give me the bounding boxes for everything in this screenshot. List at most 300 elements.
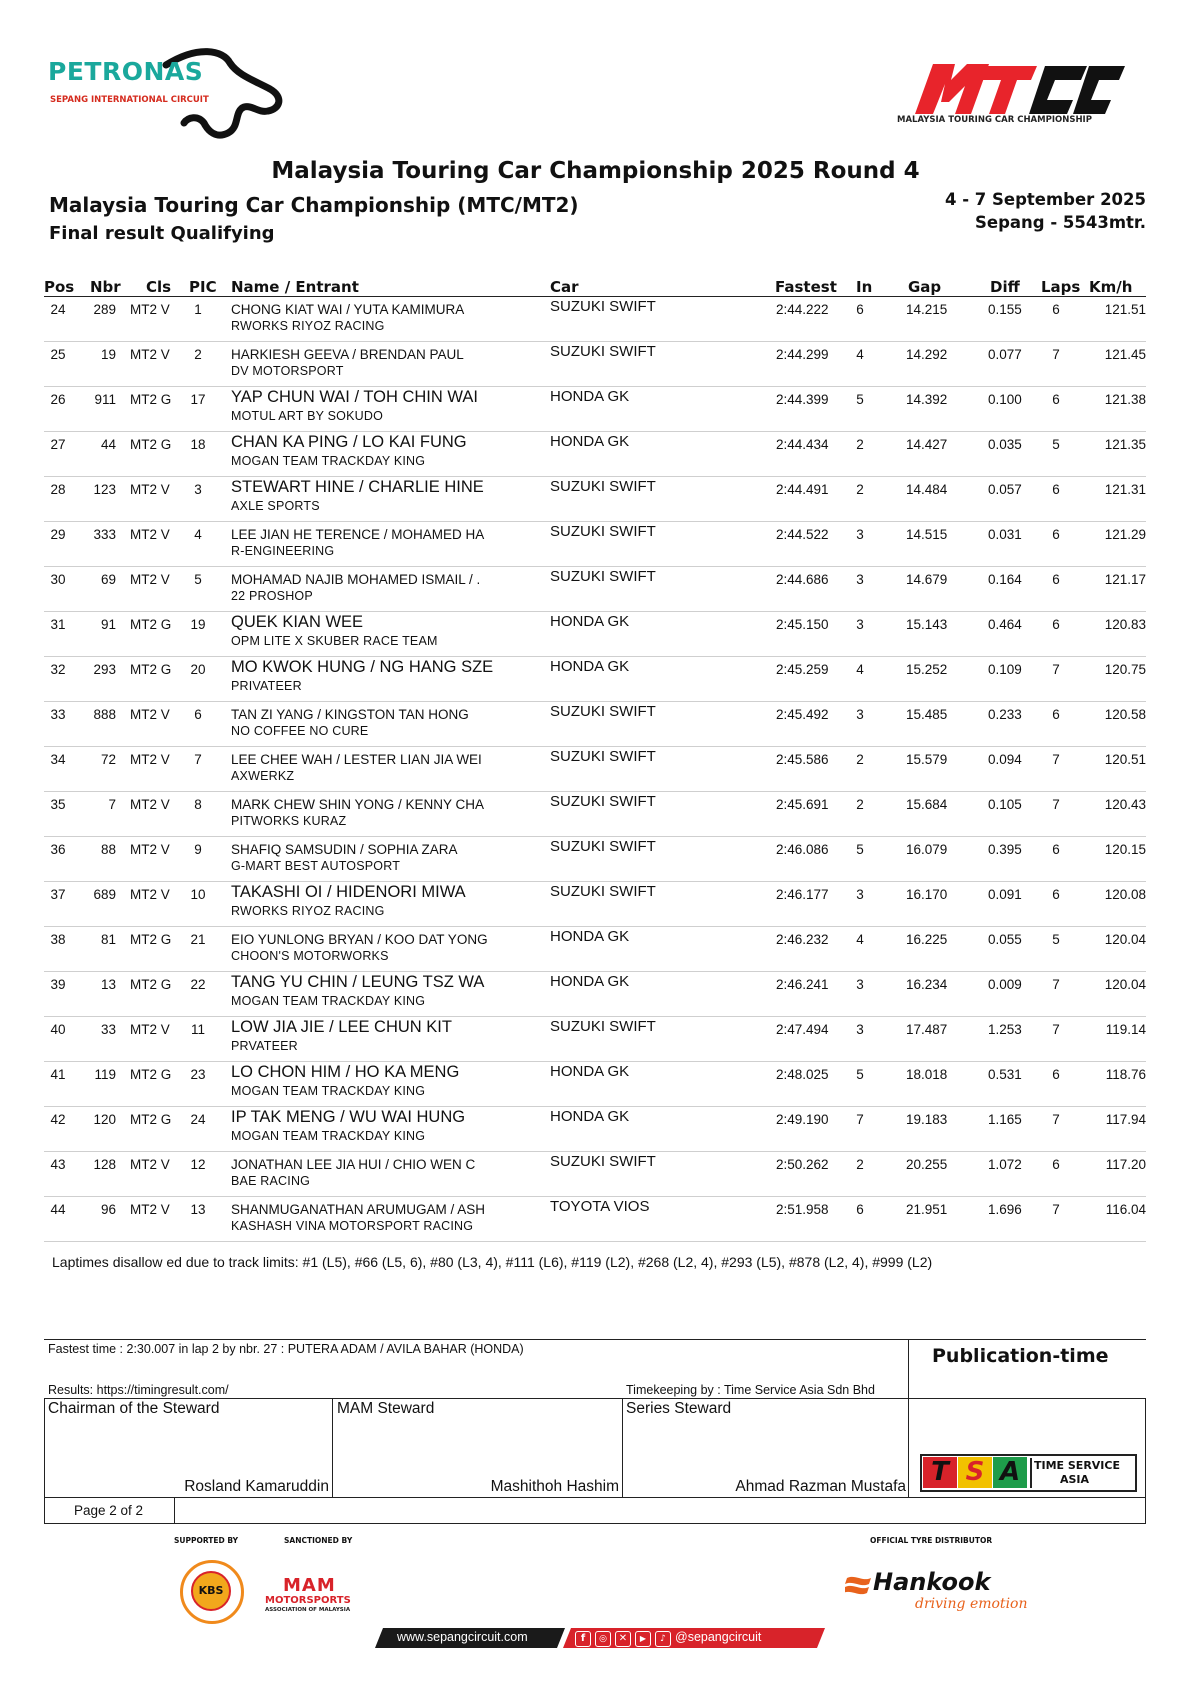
fastest-cell: 2:44.491 — [776, 482, 829, 497]
fastest-cell: 2:46.241 — [776, 977, 829, 992]
nbr-cell: 123 — [93, 482, 116, 497]
nbr-cell: 69 — [100, 572, 116, 587]
col-car: Car — [550, 278, 579, 296]
session-title: Final result Qualifying — [49, 223, 275, 244]
steward-box-left — [44, 1398, 45, 1524]
fastest-cell: 2:44.299 — [776, 347, 829, 362]
gap-cell: 14.392 — [906, 392, 948, 407]
cls-cell: MT2 G — [130, 617, 172, 632]
in-cell: 5 — [856, 842, 864, 857]
in-cell: 7 — [856, 1112, 864, 1127]
table-row — [44, 927, 1146, 972]
car-cell: SUZUKI SWIFT — [550, 343, 656, 360]
table-row — [44, 522, 1146, 567]
kmh-cell: 118.76 — [1105, 1067, 1146, 1082]
mtcc-mark-icon — [905, 58, 1125, 118]
team-cell: CHOON'S MOTORWORKS — [231, 949, 389, 963]
kmh-cell: 120.04 — [1104, 932, 1146, 947]
kbs-emblem: KBS — [191, 1571, 231, 1611]
col-pos: Pos — [44, 278, 75, 296]
timekeeping-note: Timekeeping by : Time Service Asia Sdn Bhd — [626, 1383, 875, 1397]
kmh-cell: 121.45 — [1104, 347, 1146, 362]
diff-cell: 0.155 — [988, 302, 1022, 317]
pos-cell: 27 — [50, 437, 66, 452]
team-cell: MOTUL ART BY SOKUDO — [231, 409, 383, 423]
drivers-cell: MARK CHEW SHIN YONG / KENNY CHA — [231, 797, 485, 812]
drivers-cell: STEWART HINE / CHARLIE HINE — [231, 478, 484, 496]
facebook-icon[interactable]: f — [575, 1631, 591, 1647]
drivers-cell: TANG YU CHIN / LEUNG TSZ WA — [231, 973, 485, 991]
diff-cell: 0.055 — [988, 932, 1022, 947]
car-cell: HONDA GK — [550, 658, 630, 675]
drivers-cell: JONATHAN LEE JIA HUI / CHIO WEN C — [231, 1157, 476, 1172]
kmh-cell: 117.94 — [1105, 1112, 1146, 1127]
cls-cell: MT2 G — [130, 662, 172, 677]
social-icons — [575, 1631, 671, 1647]
kmh-cell: 121.29 — [1104, 527, 1146, 542]
kmh-cell: 121.31 — [1104, 482, 1146, 497]
kmh-cell: 121.38 — [1104, 392, 1146, 407]
kmh-cell: 121.51 — [1104, 302, 1146, 317]
diff-cell: 0.531 — [988, 1067, 1022, 1082]
pos-cell: 44 — [50, 1202, 66, 1217]
nbr-cell: 333 — [93, 527, 116, 542]
team-cell: MOGAN TEAM TRACKDAY KING — [231, 1129, 426, 1143]
laps-cell: 5 — [1052, 437, 1060, 452]
pic-cell: 1 — [194, 302, 202, 317]
car-cell: SUZUKI SWIFT — [550, 478, 656, 495]
youtube-icon[interactable]: ▶ — [635, 1631, 651, 1647]
tsa-text-2: ASIA — [1060, 1473, 1090, 1486]
col-pic: PIC — [189, 278, 217, 296]
mtcc-logo — [897, 58, 1125, 138]
gap-cell: 15.579 — [906, 752, 948, 767]
laps-cell: 6 — [1052, 1157, 1060, 1172]
drivers-cell: QUEK KIAN WEE — [231, 613, 364, 631]
team-cell: AXWERKZ — [231, 769, 295, 783]
drivers-cell: LOW JIA JIE / LEE CHUN KIT — [231, 1018, 452, 1036]
series-title: Malaysia Touring Car Championship (MTC/MT2) — [49, 193, 579, 217]
fastest-cell: 2:44.686 — [776, 572, 829, 587]
gap-cell: 20.255 — [906, 1157, 948, 1172]
laps-cell: 7 — [1052, 977, 1060, 992]
pos-cell: 40 — [50, 1022, 66, 1037]
fastest-cell: 2:45.586 — [776, 752, 829, 767]
laps-cell: 6 — [1052, 1067, 1060, 1082]
cls-cell: MT2 V — [130, 302, 170, 317]
pub-divider — [908, 1339, 909, 1399]
fastest-cell: 2:46.177 — [776, 887, 829, 902]
pos-cell: 39 — [50, 977, 66, 992]
diff-cell: 0.395 — [988, 842, 1022, 857]
nbr-cell: 911 — [94, 392, 116, 407]
pic-cell: 21 — [190, 932, 206, 947]
mam-sub2: ASSOCIATION OF MALAYSIA — [265, 1607, 351, 1613]
car-cell: HONDA GK — [550, 613, 630, 630]
gap-cell: 14.484 — [906, 482, 948, 497]
petronas-wordmark: PETRONAS — [48, 57, 204, 86]
tsa-letter-s: S — [958, 1457, 992, 1488]
col-cls: Cls — [146, 278, 172, 296]
pos-cell: 38 — [50, 932, 66, 947]
pic-cell: 3 — [194, 482, 202, 497]
gap-cell: 14.515 — [906, 527, 948, 542]
drivers-cell: IP TAK MENG / WU WAI HUNG — [231, 1108, 466, 1126]
pos-cell: 24 — [50, 302, 66, 317]
fastest-time-note: Fastest time : 2:30.007 in lap 2 by nbr. 27 : PUTERA ADAM / AVILA BAHAR (HONDA) — [48, 1342, 524, 1356]
nbr-cell: 44 — [100, 437, 116, 452]
drivers-cell: LEE CHEE WAH / LESTER LIAN JIA WEI — [231, 752, 482, 767]
car-cell: SUZUKI SWIFT — [550, 568, 656, 585]
table-row — [44, 432, 1146, 477]
col-nbr: Nbr — [90, 278, 121, 296]
team-cell: MOGAN TEAM TRACKDAY KING — [231, 994, 426, 1008]
table-row — [44, 387, 1146, 432]
pos-cell: 37 — [50, 887, 66, 902]
kmh-cell: 119.14 — [1105, 1022, 1146, 1037]
tyre-distributor-label: OFFICIAL TYRE DISTRIBUTOR — [870, 1536, 993, 1545]
col-in: In — [856, 278, 873, 296]
diff-cell: 0.094 — [988, 752, 1022, 767]
steward-box-bottom — [44, 1523, 1146, 1524]
cls-cell: MT2 V — [130, 482, 170, 497]
diff-cell: 0.057 — [988, 482, 1022, 497]
pic-cell: 19 — [190, 617, 206, 632]
in-cell: 2 — [856, 482, 864, 497]
tsa-letter-t: T — [923, 1457, 957, 1488]
nbr-cell: 7 — [108, 797, 116, 812]
car-cell: SUZUKI SWIFT — [550, 1153, 656, 1170]
diff-cell: 0.100 — [988, 392, 1022, 407]
table-row — [44, 747, 1146, 792]
mam-steward-name: Mashithoh Hashim — [490, 1478, 619, 1495]
in-cell: 3 — [856, 887, 864, 902]
mtcc-caption: MALAYSIA TOURING CAR CHAMPIONSHIP — [897, 115, 1092, 125]
cls-cell: MT2 V — [130, 842, 170, 857]
col-fastest: Fastest — [775, 278, 837, 296]
cls-cell: MT2 G — [130, 1112, 172, 1127]
supported-by-label: SUPPORTED BY — [174, 1536, 239, 1545]
table-row — [44, 657, 1146, 702]
pic-cell: 17 — [190, 392, 206, 407]
fastest-cell: 2:45.150 — [776, 617, 829, 632]
car-cell: SUZUKI SWIFT — [550, 523, 656, 540]
nbr-cell: 689 — [93, 887, 116, 902]
hankook-flag-icon — [845, 1572, 873, 1598]
table-row — [44, 1017, 1146, 1062]
diff-cell: 1.072 — [988, 1157, 1022, 1172]
col-laps: Laps — [1041, 278, 1081, 296]
in-cell: 4 — [856, 347, 864, 362]
x-icon[interactable]: ✕ — [615, 1631, 631, 1647]
pos-cell: 35 — [50, 797, 66, 812]
event-dates: 4 - 7 September 2025 — [944, 190, 1146, 209]
car-cell: SUZUKI SWIFT — [550, 883, 656, 900]
car-cell: HONDA GK — [550, 433, 630, 450]
table-row — [44, 297, 1146, 342]
in-cell: 3 — [856, 617, 864, 632]
diff-cell: 0.109 — [988, 662, 1022, 677]
drivers-cell: HARKIESH GEEVA / BRENDAN PAUL — [231, 347, 464, 362]
fastest-cell: 2:45.691 — [776, 797, 829, 812]
fastest-cell: 2:44.434 — [776, 437, 829, 452]
cls-cell: MT2 G — [130, 437, 172, 452]
drivers-cell: MOHAMAD NAJIB MOHAMED ISMAIL / . — [231, 572, 481, 587]
in-cell: 3 — [856, 977, 864, 992]
laps-cell: 6 — [1052, 617, 1060, 632]
team-cell: PRIVATEER — [231, 679, 302, 693]
cls-cell: MT2 V — [130, 1202, 170, 1217]
table-row — [44, 1107, 1146, 1152]
in-cell: 2 — [856, 1157, 864, 1172]
fastest-cell: 2:48.025 — [776, 1067, 829, 1082]
pic-cell: 10 — [190, 887, 206, 902]
col-kmh: Km/h — [1089, 278, 1133, 296]
mam-steward-label: MAM Steward — [337, 1400, 435, 1417]
kmh-cell: 120.43 — [1104, 797, 1146, 812]
col-diff: Diff — [990, 278, 1020, 296]
event-venue: Sepang - 5543mtr. — [975, 213, 1146, 232]
series-steward-name: Ahmad Razman Mustafa — [735, 1478, 906, 1495]
table-row — [44, 702, 1146, 747]
in-cell: 4 — [856, 662, 864, 677]
fastest-cell: 2:45.259 — [776, 662, 829, 677]
website-link[interactable]: www.sepangcircuit.com — [397, 1630, 528, 1644]
table-header — [44, 278, 1146, 297]
cls-cell: MT2 V — [130, 707, 170, 722]
page-number: Page 2 of 2 — [74, 1503, 144, 1518]
pos-cell: 26 — [50, 392, 66, 407]
team-cell: BAE RACING — [231, 1174, 311, 1188]
in-cell: 3 — [856, 572, 864, 587]
laps-cell: 6 — [1052, 887, 1060, 902]
diff-cell: 1.253 — [988, 1022, 1022, 1037]
diff-cell: 0.035 — [988, 437, 1022, 452]
results-table — [44, 278, 1146, 1242]
gap-cell: 17.487 — [906, 1022, 948, 1037]
table-row — [44, 342, 1146, 387]
in-cell: 6 — [856, 302, 864, 317]
laps-cell: 7 — [1052, 662, 1060, 677]
pic-cell: 12 — [190, 1157, 206, 1172]
publication-time-label: Publication-time — [932, 1345, 1109, 1367]
pos-cell: 29 — [50, 527, 66, 542]
footer-top-rule — [44, 1339, 1146, 1340]
fastest-cell: 2:50.262 — [776, 1157, 829, 1172]
diff-cell: 0.164 — [988, 572, 1022, 587]
kmh-cell: 120.58 — [1104, 707, 1146, 722]
track-limits-note: Laptimes disallow ed due to track limits: #1 (L5), #66 (L5, 6), #80 (L3, 4), #111 (L6), #119 (L2), #268 (L2, 4), #293 (L5), #878 (L2, 4), #999 (L2) — [52, 1254, 933, 1270]
cls-cell: MT2 V — [130, 1157, 170, 1172]
laps-cell: 6 — [1052, 707, 1060, 722]
nbr-cell: 289 — [93, 302, 116, 317]
laps-cell: 7 — [1052, 752, 1060, 767]
gap-cell: 21.951 — [906, 1202, 948, 1217]
mam-sub: MOTORSPORTS — [265, 1595, 351, 1606]
gap-cell: 14.679 — [906, 572, 948, 587]
nbr-cell: 19 — [100, 347, 116, 362]
gap-cell: 16.170 — [906, 887, 948, 902]
pos-cell: 30 — [50, 572, 66, 587]
drivers-cell: SHAFIQ SAMSUDIN / SOPHIA ZARA — [231, 842, 458, 857]
laps-cell: 7 — [1052, 1202, 1060, 1217]
fastest-cell: 2:45.492 — [776, 707, 829, 722]
laps-cell: 5 — [1052, 932, 1060, 947]
fastest-cell: 2:46.232 — [776, 932, 829, 947]
nbr-cell: 293 — [93, 662, 116, 677]
cls-cell: MT2 G — [130, 932, 172, 947]
nbr-cell: 888 — [93, 707, 116, 722]
nbr-cell: 33 — [100, 1022, 116, 1037]
gap-cell: 19.183 — [906, 1112, 948, 1127]
gap-cell: 15.252 — [906, 662, 948, 677]
drivers-cell: MO KWOK HUNG / NG HANG SZE — [231, 658, 494, 676]
team-cell: OPM LITE X SKUBER RACE TEAM — [231, 634, 438, 648]
car-cell: SUZUKI SWIFT — [550, 703, 656, 720]
sepang-circuit-caption: SEPANG INTERNATIONAL CIRCUIT — [50, 95, 209, 105]
table-row — [44, 612, 1146, 657]
cls-cell: MT2 G — [130, 1067, 172, 1082]
drivers-cell: LO CHON HIM / HO KA MENG — [231, 1063, 460, 1081]
series-steward-label: Series Steward — [626, 1400, 732, 1417]
team-cell: DV MOTORSPORT — [231, 364, 344, 378]
team-cell: 22 PROSHOP — [231, 589, 313, 603]
pos-cell: 41 — [50, 1067, 66, 1082]
fastest-cell: 2:51.958 — [776, 1202, 829, 1217]
fastest-cell: 2:44.399 — [776, 392, 829, 407]
social-handle[interactable]: @sepangcircuit — [675, 1630, 762, 1644]
team-cell: PITWORKS KURAZ — [231, 814, 347, 828]
kmh-cell: 117.20 — [1105, 1157, 1146, 1172]
gap-cell: 16.225 — [906, 932, 948, 947]
col-gap: Gap — [908, 278, 942, 296]
table-row — [44, 837, 1146, 882]
chairman-steward-label: Chairman of the Steward — [48, 1400, 220, 1417]
pos-cell: 42 — [50, 1112, 66, 1127]
in-cell: 3 — [856, 1022, 864, 1037]
kmh-cell: 116.04 — [1105, 1202, 1146, 1217]
page-divider — [174, 1497, 175, 1524]
fastest-cell: 2:44.222 — [776, 302, 829, 317]
diff-cell: 0.077 — [988, 347, 1022, 362]
laps-cell: 7 — [1052, 347, 1060, 362]
in-cell: 2 — [856, 797, 864, 812]
car-cell: SUZUKI SWIFT — [550, 838, 656, 855]
in-cell: 3 — [856, 527, 864, 542]
pos-cell: 25 — [50, 347, 66, 362]
car-cell: HONDA GK — [550, 928, 630, 945]
pos-cell: 28 — [50, 482, 66, 497]
table-row — [44, 972, 1146, 1017]
cls-cell: MT2 G — [130, 977, 172, 992]
petronas-sepang-logo — [48, 45, 298, 155]
nbr-cell: 88 — [100, 842, 116, 857]
drivers-cell: TAKASHI OI / HIDENORI MIWA — [231, 883, 466, 901]
pos-cell: 34 — [50, 752, 66, 767]
team-cell: G-MART BEST AUTOSPORT — [231, 859, 401, 873]
laps-cell: 6 — [1052, 527, 1060, 542]
car-cell: HONDA GK — [550, 1108, 630, 1125]
nbr-cell: 91 — [100, 617, 116, 632]
in-cell: 2 — [856, 752, 864, 767]
gap-cell: 16.234 — [906, 977, 948, 992]
steward-box-right — [1145, 1398, 1146, 1524]
drivers-cell: LEE JIAN HE TERENCE / MOHAMED HA — [231, 527, 485, 542]
fastest-cell: 2:47.494 — [776, 1022, 829, 1037]
pic-cell: 9 — [194, 842, 202, 857]
nbr-cell: 119 — [94, 1067, 116, 1082]
tiktok-icon[interactable]: ♪ — [655, 1631, 671, 1647]
kbs-logo — [180, 1560, 244, 1624]
kmh-cell: 120.83 — [1104, 617, 1146, 632]
pic-cell: 7 — [194, 752, 202, 767]
drivers-cell: EIO YUNLONG BRYAN / KOO DAT YONG — [231, 932, 488, 947]
car-cell: HONDA GK — [550, 973, 630, 990]
team-cell: RWORKS RIYOZ RACING — [231, 904, 385, 918]
car-cell: TOYOTA VIOS — [550, 1198, 650, 1215]
cls-cell: MT2 G — [130, 392, 172, 407]
pos-cell: 36 — [50, 842, 66, 857]
gap-cell: 16.079 — [906, 842, 948, 857]
cls-cell: MT2 V — [130, 752, 170, 767]
kmh-cell: 120.08 — [1104, 887, 1146, 902]
instagram-icon[interactable]: ◎ — [595, 1631, 611, 1647]
car-cell: HONDA GK — [550, 1063, 630, 1080]
table-row — [44, 882, 1146, 927]
table-row — [44, 1197, 1146, 1242]
cls-cell: MT2 V — [130, 527, 170, 542]
nbr-cell: 128 — [93, 1157, 116, 1172]
sanctioned-by-label: SANCTIONED BY — [284, 1536, 353, 1545]
social-bar — [375, 1628, 825, 1648]
nbr-cell: 120 — [93, 1112, 116, 1127]
steward-box-mid — [44, 1497, 1146, 1498]
laps-cell: 7 — [1052, 797, 1060, 812]
diff-cell: 0.009 — [988, 977, 1022, 992]
pos-cell: 33 — [50, 707, 66, 722]
car-cell: SUZUKI SWIFT — [550, 793, 656, 810]
team-cell: KASHASH VINA MOTORSPORT RACING — [231, 1219, 474, 1233]
in-cell: 5 — [856, 392, 864, 407]
laps-cell: 6 — [1052, 302, 1060, 317]
gap-cell: 15.485 — [906, 707, 948, 722]
steward-divider-3 — [908, 1398, 909, 1498]
table-row — [44, 567, 1146, 612]
pic-cell: 20 — [190, 662, 206, 677]
nbr-cell: 96 — [100, 1202, 116, 1217]
car-cell: SUZUKI SWIFT — [550, 298, 656, 315]
gap-cell: 18.018 — [906, 1067, 948, 1082]
drivers-cell: CHAN KA PING / LO KAI FUNG — [231, 433, 467, 451]
in-cell: 6 — [856, 1202, 864, 1217]
results-url: Results: https://timingresult.com/ — [48, 1383, 229, 1397]
pic-cell: 6 — [194, 707, 202, 722]
team-cell: MOGAN TEAM TRACKDAY KING — [231, 454, 426, 468]
hankook-tagline: driving emotion — [915, 1596, 1028, 1612]
laps-cell: 6 — [1052, 392, 1060, 407]
laps-cell: 6 — [1052, 572, 1060, 587]
kmh-cell: 121.17 — [1104, 572, 1146, 587]
cls-cell: MT2 V — [130, 572, 170, 587]
pic-cell: 22 — [190, 977, 206, 992]
pic-cell: 4 — [194, 527, 202, 542]
pic-cell: 2 — [194, 347, 202, 362]
laps-cell: 7 — [1052, 1112, 1060, 1127]
pic-cell: 24 — [190, 1112, 206, 1127]
team-cell: MOGAN TEAM TRACKDAY KING — [231, 1084, 426, 1098]
cls-cell: MT2 V — [130, 1022, 170, 1037]
pos-cell: 43 — [50, 1157, 66, 1172]
